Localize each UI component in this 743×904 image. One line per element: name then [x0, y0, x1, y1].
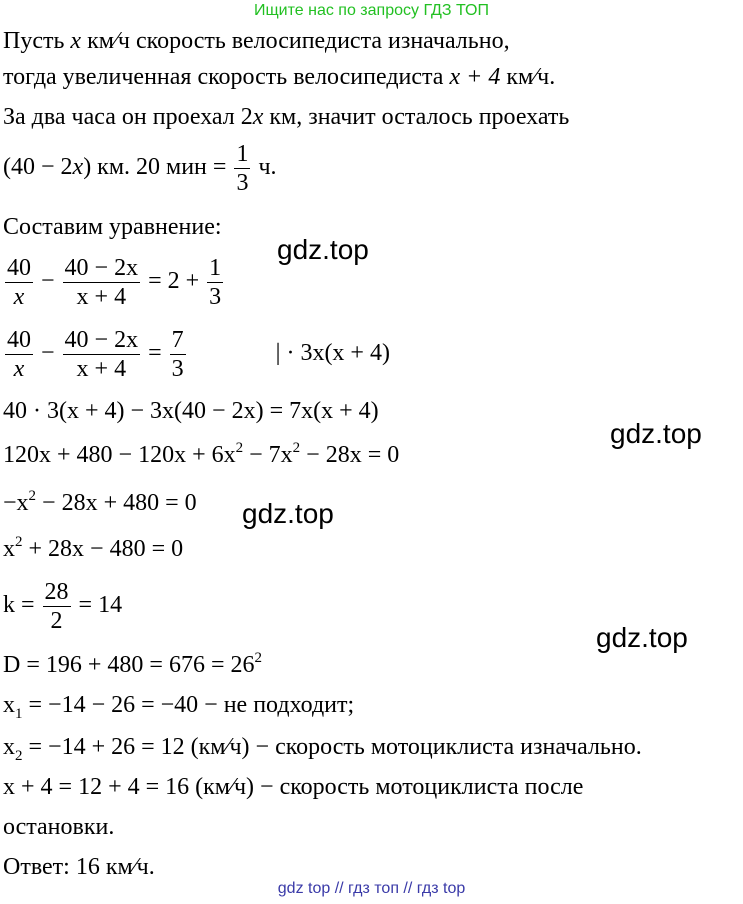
footer-links: gdz top // гдз топ // гдз top [277, 880, 466, 897]
equation-9: $x_1 = -14 - 26 = -40$ − не подходит; [3, 692, 355, 722]
text-line-4: (40 − 2x) км. 20 мин = $\frac{1}{3}$ ч. [3, 141, 277, 196]
equation-2: $\frac{40}{x}$ − $\frac{40 - 2x}{x + 4}$ = $\frac{7}{3}$ | · 3x(x + 4) [7, 327, 390, 382]
equation-12: остановки. [3, 814, 115, 840]
watermark-4: gdz.top [596, 622, 688, 653]
equation-11: x + 4 = 12 + 4 = 16 (км⁄ч) − скорость мотоциклиста после [3, 774, 584, 800]
equation-10: $x_2 = -14 + 26 = 12$ (км⁄ч) − скорость мотоциклиста изначально. [3, 734, 642, 764]
watermark-3: gdz.top [242, 498, 334, 529]
fraction-one-third: $\frac{1}{3}$ [236, 141, 249, 196]
watermark-1: gdz.top [277, 234, 369, 265]
equation-5: $-x^2 - 28x + 480 = 0$ [3, 488, 197, 516]
equation-8: $D = 196 + 480 = 676 = 26^2$ [3, 650, 262, 678]
equation-6: $x^2 + 28x - 480 = 0$ [3, 534, 184, 562]
text-line-2: тогда увеличенная скорость велосипедиста x + 4 км⁄ч. [3, 64, 556, 90]
text-line-5: Составим уравнение: [3, 214, 222, 240]
text-line-3: За два часа он проехал 2x км, значит осталось проехать [3, 104, 570, 130]
answer-line: Ответ: 16 км⁄ч. [3, 854, 155, 880]
equation-1: $\frac{40}{x}$ − $\frac{40 - 2x}{x + 4}$ = 2 + $\frac{1}{3}$ [7, 255, 222, 310]
equation-3: 40 · 3(x + 4) − 3x(40 − 2x) = 7x(x + 4) [3, 398, 379, 424]
watermark-2: gdz.top [610, 418, 702, 449]
text-line-1: Пусть x км⁄ч скорость велосипедиста изначально, [3, 28, 510, 54]
search-hint-header: Ищите нас по запросу ГДЗ ТОП [254, 2, 489, 19]
equation-7: k = $\frac{28}{2}$ = 14 [3, 579, 123, 634]
equation-4: $120x + 480 - 120x + 6x^2 - 7x^2 - 28x = 0$ [3, 440, 400, 468]
